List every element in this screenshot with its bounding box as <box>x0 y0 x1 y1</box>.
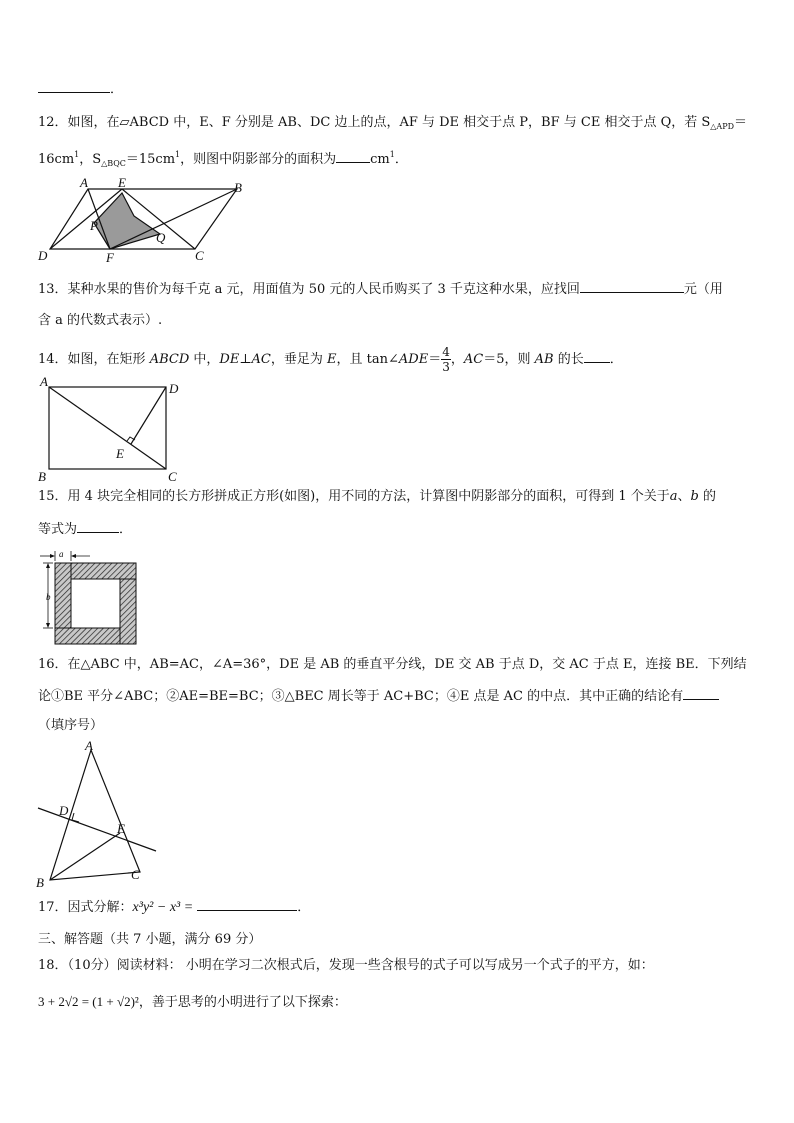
q16-label-a: A <box>85 738 93 753</box>
q16-label-d: D <box>59 803 69 818</box>
q12-label-d: D <box>38 248 48 263</box>
q17-answer-blank <box>197 898 297 911</box>
q14-text-c: ，垂足为 <box>270 352 328 367</box>
q16-text-2: 论①BE 平分∠ABC；②AE=BE=BC；③△BEC 周长等于 AC+BC；④E 点是 AC 的中点．其中正确的结论有 <box>38 689 684 704</box>
q12-sub-apd: △APD <box>710 122 735 131</box>
q14-label-c: C <box>168 469 177 484</box>
q14-label-e: E <box>116 446 124 461</box>
q17-expression: x³y² − x³ = <box>132 900 194 915</box>
q14-ab: AB <box>534 352 554 367</box>
q13-text: 13．某种水果的售价为每千克 a 元，用面值为 50 元的人民币购买了 3 千克这种水果，应找回 <box>38 282 580 297</box>
q14-fraction <box>441 345 451 374</box>
q15-period: ． <box>119 522 133 537</box>
q12-text-d: ，则图中阴影部分的面积为 <box>180 152 337 167</box>
q14-text-a: 14．如图，在矩形 <box>38 352 150 367</box>
q12-label-a: A <box>80 175 88 190</box>
q14-label-a: A <box>40 374 48 389</box>
q15-inner-square <box>71 579 120 628</box>
q16-line1 <box>38 655 747 675</box>
q18-line1 <box>38 956 654 976</box>
q12-sup2: 1 <box>175 150 181 159</box>
q12-text-s: ，S <box>79 152 102 167</box>
q18-line2 <box>38 992 347 1013</box>
q16-label-e: E <box>117 821 125 836</box>
q17-period: ． <box>297 900 311 915</box>
q15-line1 <box>38 487 716 507</box>
q12-period: ． <box>394 152 408 167</box>
q16-text-1: 16．在△ABC 中，AB=AC，∠A=36°，DE 是 AB 的垂直平分线，DE 交 AB 于点 D，交 AC 于点 E，连接 BE．下列结 <box>38 657 747 672</box>
q16-answer-blank <box>683 687 719 700</box>
q14-text-h: 的长 <box>553 352 584 367</box>
q14-text-f: ， <box>450 352 464 367</box>
q14-line <box>38 345 623 374</box>
q15-rect-left <box>55 563 71 628</box>
q15-rect-bottom <box>55 628 120 644</box>
q16-label-b: B <box>36 875 44 890</box>
q12-label-p: P <box>90 218 98 233</box>
q12-sub-bqc: △BQC <box>101 159 126 168</box>
q17-line <box>38 898 310 918</box>
q15-label-b: b <box>46 592 51 602</box>
q13-text-2: 含 a 的代数式表示）. <box>38 313 163 328</box>
q15-text-2: 等式为 <box>38 522 78 537</box>
q12-number: 12． <box>38 115 68 130</box>
q15-sep: 、 <box>677 489 691 504</box>
q14-answer-blank <box>584 350 610 363</box>
q14-label-b: B <box>38 469 46 484</box>
q15-rect-right <box>120 579 136 644</box>
q12-parallelogram <box>50 189 237 249</box>
q12-label-c: C <box>195 248 204 263</box>
q12-text-a: 如图，在▱ABCD 中，E、F 分别是 AB、DC 边上的点，AF 与 DE 相交于点 P，BF 与 CE 相交于点 Q，若 S <box>67 115 711 130</box>
prev-answer-line <box>38 80 123 100</box>
q14-text-i: ． <box>609 352 623 367</box>
q12-line2 <box>38 145 408 174</box>
q15-var-b: b <box>690 489 699 504</box>
q12-area2: ＝15cm <box>125 152 176 167</box>
q14-ade: ADE <box>398 352 429 367</box>
q12-text-b: ＝ <box>734 115 748 130</box>
q14-text-b: 中， <box>189 352 220 367</box>
q14-text-g: ＝5，则 <box>483 352 535 367</box>
q14-abcd: ABCD <box>149 352 190 367</box>
q16-right-angle-mark <box>72 813 79 822</box>
q12-unit: cm <box>370 152 390 167</box>
q12-label-e: E <box>118 175 126 190</box>
q14-frac-num: 4 <box>442 345 450 359</box>
q14-text-e: ＝ <box>428 352 442 367</box>
q14-ac: AC <box>463 352 484 367</box>
q15-square-figure <box>36 548 146 648</box>
q15-rect-top <box>71 563 136 579</box>
q18-text-2: ，善于思考的小明进行了以下探索： <box>138 995 347 1010</box>
q18-expression: 3 + 2√2 = (1 + √2)² <box>38 994 139 1009</box>
q12-area1: 16cm <box>38 152 75 167</box>
q13-answer-blank <box>580 280 684 293</box>
q15-text-end: 的 <box>698 489 717 504</box>
q15-text: 15．用 4 块完全相同的长方形拼成正方形(如图)，用不同的方法，计算图中阴影部分的面积，可得到 1 个关于 <box>38 489 670 504</box>
q16-line3 <box>38 716 103 736</box>
q18-text-1: 18．（10分）阅读材料： 小明在学习二次根式后，发现一些含根号的式子可以写成另一个式子的平方，如： <box>38 958 654 973</box>
q15-var-a: a <box>669 489 678 504</box>
q15-label-a: a <box>59 549 64 559</box>
q15-line2 <box>38 520 132 540</box>
q14-de-ac: DE⊥AC <box>219 352 271 367</box>
q14-frac-den: 3 <box>442 360 450 374</box>
answer-blank <box>38 80 110 93</box>
q16-triangle-figure <box>30 738 170 890</box>
q13-line1 <box>38 280 723 300</box>
q12-label-b: B <box>234 180 242 195</box>
section3-heading <box>38 930 261 950</box>
q17-label: 17．因式分解： <box>38 900 133 915</box>
period: ． <box>110 82 124 97</box>
q14-text-d: ，且 tan∠ <box>336 352 399 367</box>
section3-title: 三、解答题（共 7 小题，满分 69 分） <box>38 932 262 947</box>
q14-e: E <box>327 352 337 367</box>
q16-text-3: （填序号） <box>38 718 104 733</box>
q12-label-f: F <box>106 250 114 265</box>
q12-sup1: 1 <box>74 150 80 159</box>
q13-line2 <box>38 311 162 331</box>
q12-answer-blank <box>336 150 370 163</box>
q13-text-end: 元（用 <box>683 282 723 297</box>
q15-answer-blank <box>77 520 119 533</box>
q16-label-c: C <box>131 867 140 882</box>
q16-line2 <box>38 687 719 707</box>
q12-label-q: Q <box>156 230 166 245</box>
q14-rectangle-figure <box>34 376 184 484</box>
q12-line1 <box>38 113 747 137</box>
q12-parallelogram-figure <box>30 176 260 266</box>
q14-label-d: D <box>169 381 179 396</box>
q12-sup3: 1 <box>389 150 395 159</box>
